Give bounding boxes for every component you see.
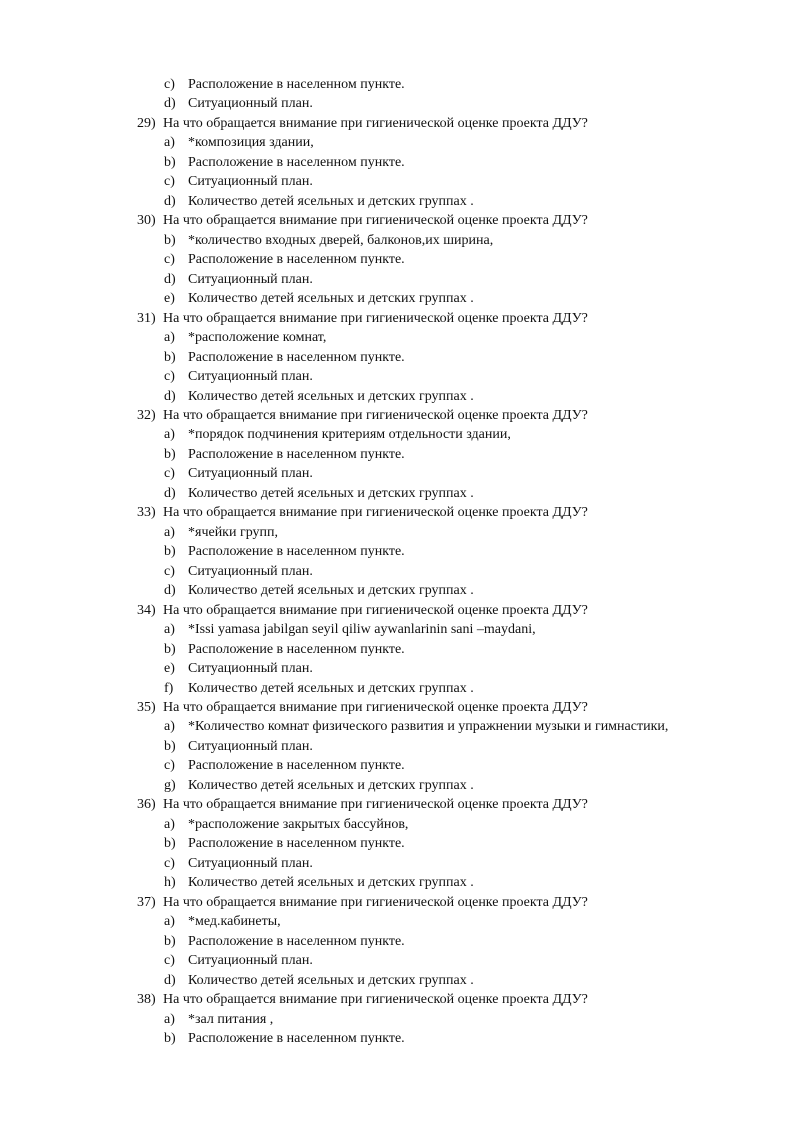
option-letter: c): [164, 855, 175, 871]
option-text: *композиция здании,: [188, 135, 314, 151]
question-text: На что обращается внимание при гигиенической оценке проекта ДДУ?: [163, 992, 588, 1008]
option-text: *количество входных дверей, балконов,их ширина,: [188, 232, 494, 248]
option-text: *Количество комнат физического развития и упражнении музыки и гимнастики,: [188, 719, 669, 735]
option-letter: c): [164, 758, 175, 774]
option-letter: a): [164, 135, 175, 151]
question-line: [0, 990, 800, 1009]
option-letter: b): [164, 1030, 176, 1046]
option-letter: d): [164, 96, 176, 112]
option-letter: a): [164, 816, 175, 832]
option-text: Количество детей ясельных и детских группах .: [188, 875, 474, 891]
question-line: [0, 406, 800, 425]
question-number: 32): [137, 407, 156, 423]
answer-option-line: [0, 172, 800, 191]
option-letter: d): [164, 271, 176, 287]
option-text: *расположение закрытых бассуйнов,: [188, 816, 409, 832]
option-text: Ситуационный план.: [188, 563, 313, 579]
answer-option-line: [0, 971, 800, 990]
option-letter: c): [164, 174, 175, 190]
option-letter: h): [164, 875, 176, 891]
option-text: Ситуационный план.: [188, 738, 313, 754]
option-letter: b): [164, 446, 176, 462]
answer-option-line: [0, 912, 800, 931]
answer-option-line: [0, 640, 800, 659]
option-text: Расположение в населенном пункте.: [188, 544, 405, 560]
option-letter: b): [164, 544, 176, 560]
question-text: На что обращается внимание при гигиенической оценке проекта ДДУ?: [163, 797, 588, 813]
option-letter: b): [164, 232, 176, 248]
option-letter: d): [164, 485, 176, 501]
option-letter: c): [164, 953, 175, 969]
question-number: 36): [137, 797, 156, 813]
option-text: Расположение в населенном пункте.: [188, 446, 405, 462]
option-text: Расположение в населенном пункте.: [188, 154, 405, 170]
option-text: Количество детей ясельных и детских группах .: [188, 777, 474, 793]
option-text: *Issi yamasa jabilgan seyil qiliw aywanlarinin sani –maydani,: [188, 622, 536, 638]
answer-option-line: [0, 717, 800, 736]
question-line: [0, 601, 800, 620]
question-line: [0, 211, 800, 230]
option-text: Расположение в населенном пункте.: [188, 252, 405, 268]
answer-option-line: [0, 464, 800, 483]
option-letter: d): [164, 972, 176, 988]
answer-option-line: [0, 192, 800, 211]
answer-option-line: [0, 348, 800, 367]
option-text: *зал питания ,: [188, 1011, 274, 1027]
option-text: Ситуационный план.: [188, 855, 313, 871]
question-line: [0, 893, 800, 912]
option-letter: b): [164, 738, 176, 754]
answer-option-line: [0, 328, 800, 347]
option-letter: e): [164, 291, 175, 307]
answer-option-line: [0, 562, 800, 581]
option-text: *расположение комнат,: [188, 330, 327, 346]
answer-option-line: [0, 133, 800, 152]
option-letter: a): [164, 524, 175, 540]
question-line: [0, 503, 800, 522]
option-text: Расположение в населенном пункте.: [188, 77, 405, 92]
option-letter: a): [164, 1011, 175, 1027]
option-letter: a): [164, 622, 175, 638]
answer-option-line: [0, 679, 800, 698]
question-text: На что обращается внимание при гигиенической оценке проекта ДДУ?: [163, 602, 588, 618]
question-text: На что обращается внимание при гигиенической оценке проекта ДДУ?: [163, 894, 588, 910]
question-text: На что обращается внимание при гигиенической оценке проекта ДДУ?: [163, 213, 588, 229]
option-letter: a): [164, 914, 175, 930]
option-text: *мед.кабинеты,: [188, 914, 281, 930]
option-letter: c): [164, 369, 175, 385]
answer-option-line: [0, 873, 800, 892]
option-text: *ячейки групп,: [188, 524, 279, 540]
option-text: Количество детей ясельных и детских группах .: [188, 485, 474, 501]
option-text: Количество детей ясельных и детских группах .: [188, 583, 474, 599]
option-text: Ситуационный план.: [188, 661, 313, 677]
question-number: 29): [137, 115, 156, 131]
option-letter: f): [164, 680, 174, 696]
option-letter: b): [164, 641, 176, 657]
answer-option-line: [0, 367, 800, 386]
document-page: [0, 75, 800, 1048]
question-number: 37): [137, 894, 156, 910]
question-number: 31): [137, 310, 156, 326]
question-line: [0, 795, 800, 814]
option-text: Расположение в населенном пункте.: [188, 758, 405, 774]
option-text: Расположение в населенном пункте.: [188, 1030, 405, 1046]
option-text: Ситуационный план.: [188, 96, 313, 112]
option-letter: c): [164, 563, 175, 579]
option-letter: b): [164, 154, 176, 170]
option-text: Расположение в населенном пункте.: [188, 836, 405, 852]
option-text: Ситуационный план.: [188, 271, 313, 287]
option-letter: b): [164, 836, 176, 852]
option-text: *порядок подчинения критериям отдельности здании,: [188, 427, 511, 443]
answer-option-line: [0, 270, 800, 289]
answer-option-line: [0, 484, 800, 503]
question-number: 30): [137, 213, 156, 229]
option-text: Количество детей ясельных и детских группах .: [188, 680, 474, 696]
answer-option-line: [0, 951, 800, 970]
option-text: Количество детей ясельных и детских группах .: [188, 972, 474, 988]
option-letter: g): [164, 777, 176, 793]
answer-option-line: [0, 542, 800, 561]
answer-option-line: [0, 815, 800, 834]
answer-option-line: [0, 581, 800, 600]
option-text: Ситуационный план.: [188, 174, 313, 190]
answer-option-line: [0, 387, 800, 406]
question-text: На что обращается внимание при гигиенической оценке проекта ДДУ?: [163, 505, 588, 521]
answer-option-line: [0, 776, 800, 795]
question-number: 35): [137, 700, 156, 715]
answer-option-line: [0, 231, 800, 250]
option-text: Расположение в населенном пункте.: [188, 641, 405, 657]
question-text: На что обращается внимание при гигиенической оценке проекта ДДУ?: [163, 700, 588, 715]
answer-option-line: [0, 620, 800, 639]
question-number: 34): [137, 602, 156, 618]
option-letter: b): [164, 933, 176, 949]
answer-option-line: [0, 1029, 800, 1048]
answer-option-line: [0, 659, 800, 678]
option-letter: d): [164, 193, 176, 209]
option-letter: d): [164, 388, 176, 404]
question-text: На что обращается внимание при гигиенической оценке проекта ДДУ?: [163, 115, 588, 131]
answer-option-line: [0, 1010, 800, 1029]
option-letter: b): [164, 349, 176, 365]
answer-option-line: [0, 854, 800, 873]
option-letter: a): [164, 719, 175, 735]
answer-option-line: [0, 289, 800, 308]
option-letter: c): [164, 252, 175, 268]
answer-option-line: [0, 523, 800, 542]
answer-option-line: [0, 75, 800, 94]
option-text: Количество детей ясельных и детских группах .: [188, 193, 474, 209]
answer-option-line: [0, 932, 800, 951]
option-text: Ситуационный план.: [188, 369, 313, 385]
question-number: 33): [137, 505, 156, 521]
option-letter: d): [164, 583, 176, 599]
option-text: Количество детей ясельных и детских группах .: [188, 291, 474, 307]
option-letter: a): [164, 330, 175, 346]
question-line: [0, 698, 800, 717]
question-number: 38): [137, 992, 156, 1008]
option-text: Количество детей ясельных и детских группах .: [188, 388, 474, 404]
question-line: [0, 114, 800, 133]
option-letter: c): [164, 466, 175, 482]
answer-option-line: [0, 153, 800, 172]
option-text: Ситуационный план.: [188, 466, 313, 482]
option-text: Расположение в населенном пункте.: [188, 349, 405, 365]
answer-option-line: [0, 756, 800, 775]
answer-option-line: [0, 737, 800, 756]
option-letter: a): [164, 427, 175, 443]
question-line: [0, 309, 800, 328]
answer-option-line: [0, 834, 800, 853]
answer-option-line: [0, 425, 800, 444]
option-letter: c): [164, 77, 175, 92]
question-text: На что обращается внимание при гигиенической оценке проекта ДДУ?: [163, 407, 588, 423]
answer-option-line: [0, 445, 800, 464]
option-text: Расположение в населенном пункте.: [188, 933, 405, 949]
answer-option-line: [0, 250, 800, 269]
answer-option-line: [0, 94, 800, 113]
question-text: На что обращается внимание при гигиенической оценке проекта ДДУ?: [163, 310, 588, 326]
option-text: Ситуационный план.: [188, 953, 313, 969]
option-letter: e): [164, 661, 175, 677]
